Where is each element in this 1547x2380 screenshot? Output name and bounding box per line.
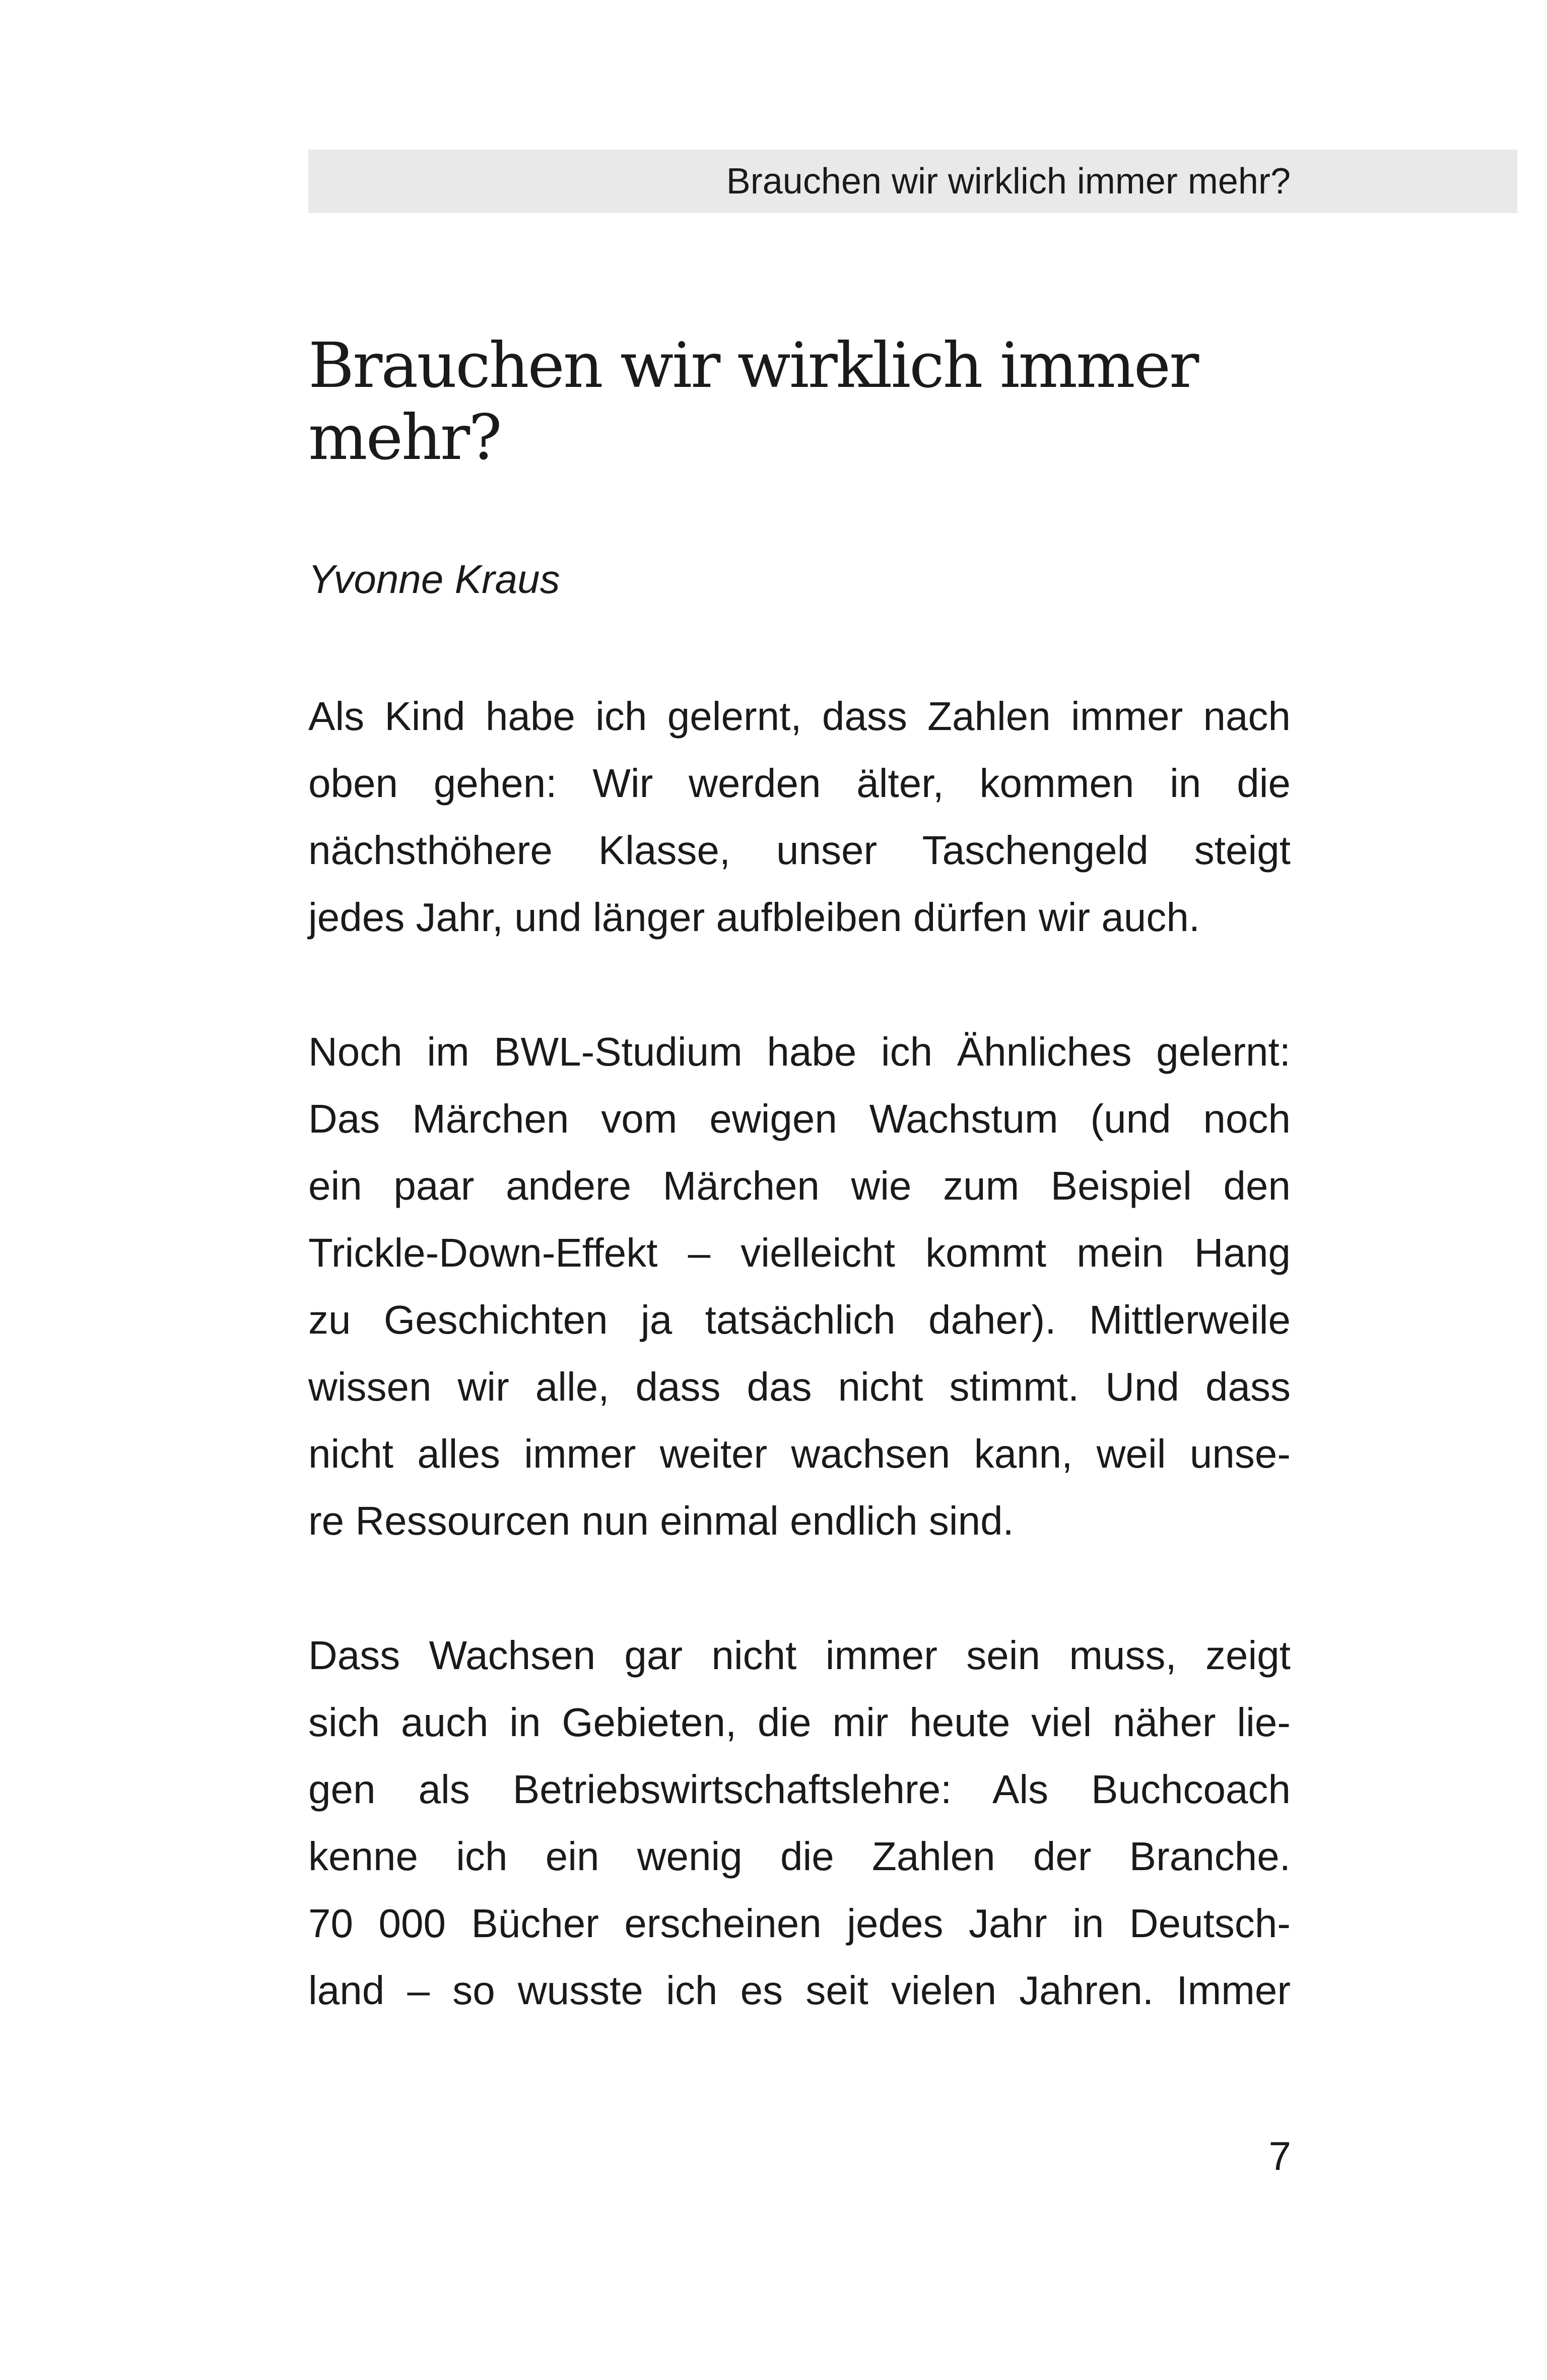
text-line: nicht alles immer weiter wachsen kann, weil unse- xyxy=(308,1431,1291,1476)
text-line: 70 000 Bücher erscheinen jedes Jahr in Deutsch- xyxy=(308,1901,1291,1946)
text-line: kenne ich ein wenig die Zahlen der Branche. xyxy=(308,1834,1291,1879)
text-line: oben gehen: Wir werden älter, kommen in die xyxy=(308,761,1291,806)
text-line: ein paar andere Märchen wie zum Beispiel den xyxy=(308,1163,1291,1208)
paragraph xyxy=(308,683,1291,951)
paragraph xyxy=(308,1018,1291,1554)
body-text xyxy=(308,683,1291,2091)
chapter-title-line: Brauchen wir wirklich immer xyxy=(308,329,1198,402)
running-header-title: Brauchen wir wirklich immer mehr? xyxy=(726,161,1291,202)
chapter-title-line: mehr? xyxy=(308,402,501,474)
text-line: zu Geschichten ja tatsächlich daher). Mittlerweile xyxy=(308,1297,1291,1342)
text-line: sich auch in Gebieten, die mir heute viel näher lie- xyxy=(308,1700,1291,1745)
text-line: wissen wir alle, dass das nicht stimmt. Und dass xyxy=(308,1364,1291,1409)
text-line: Noch im BWL-Studium habe ich Ähnliches gelernt: xyxy=(308,1029,1291,1074)
page-number: 7 xyxy=(1268,2134,1291,2178)
chapter-author: Yvonne Kraus xyxy=(308,557,560,602)
chapter-title xyxy=(308,330,1316,474)
text-line: nächsthöhere Klasse, unser Taschengeld steigt xyxy=(308,828,1291,873)
text-line: Als Kind habe ich gelernt, dass Zahlen immer nach xyxy=(308,694,1291,739)
text-line: gen als Betriebswirtschaftslehre: Als Buchcoach xyxy=(308,1767,1291,1812)
running-header xyxy=(308,150,1517,213)
text-line: jedes Jahr, und länger aufbleiben dürfen wir auch. xyxy=(308,895,1200,940)
text-line: Das Märchen vom ewigen Wachstum (und noch xyxy=(308,1096,1291,1141)
text-line: land – so wusste ich es seit vielen Jahren. Immer xyxy=(308,1968,1291,2013)
paragraph xyxy=(308,1622,1291,2024)
text-line: Dass Wachsen gar nicht immer sein muss, zeigt xyxy=(308,1633,1291,1678)
text-line: Trickle-Down-Effekt – vielleicht kommt mein Hang xyxy=(308,1230,1291,1275)
text-line: re Ressourcen nun einmal endlich sind. xyxy=(308,1498,1014,1543)
